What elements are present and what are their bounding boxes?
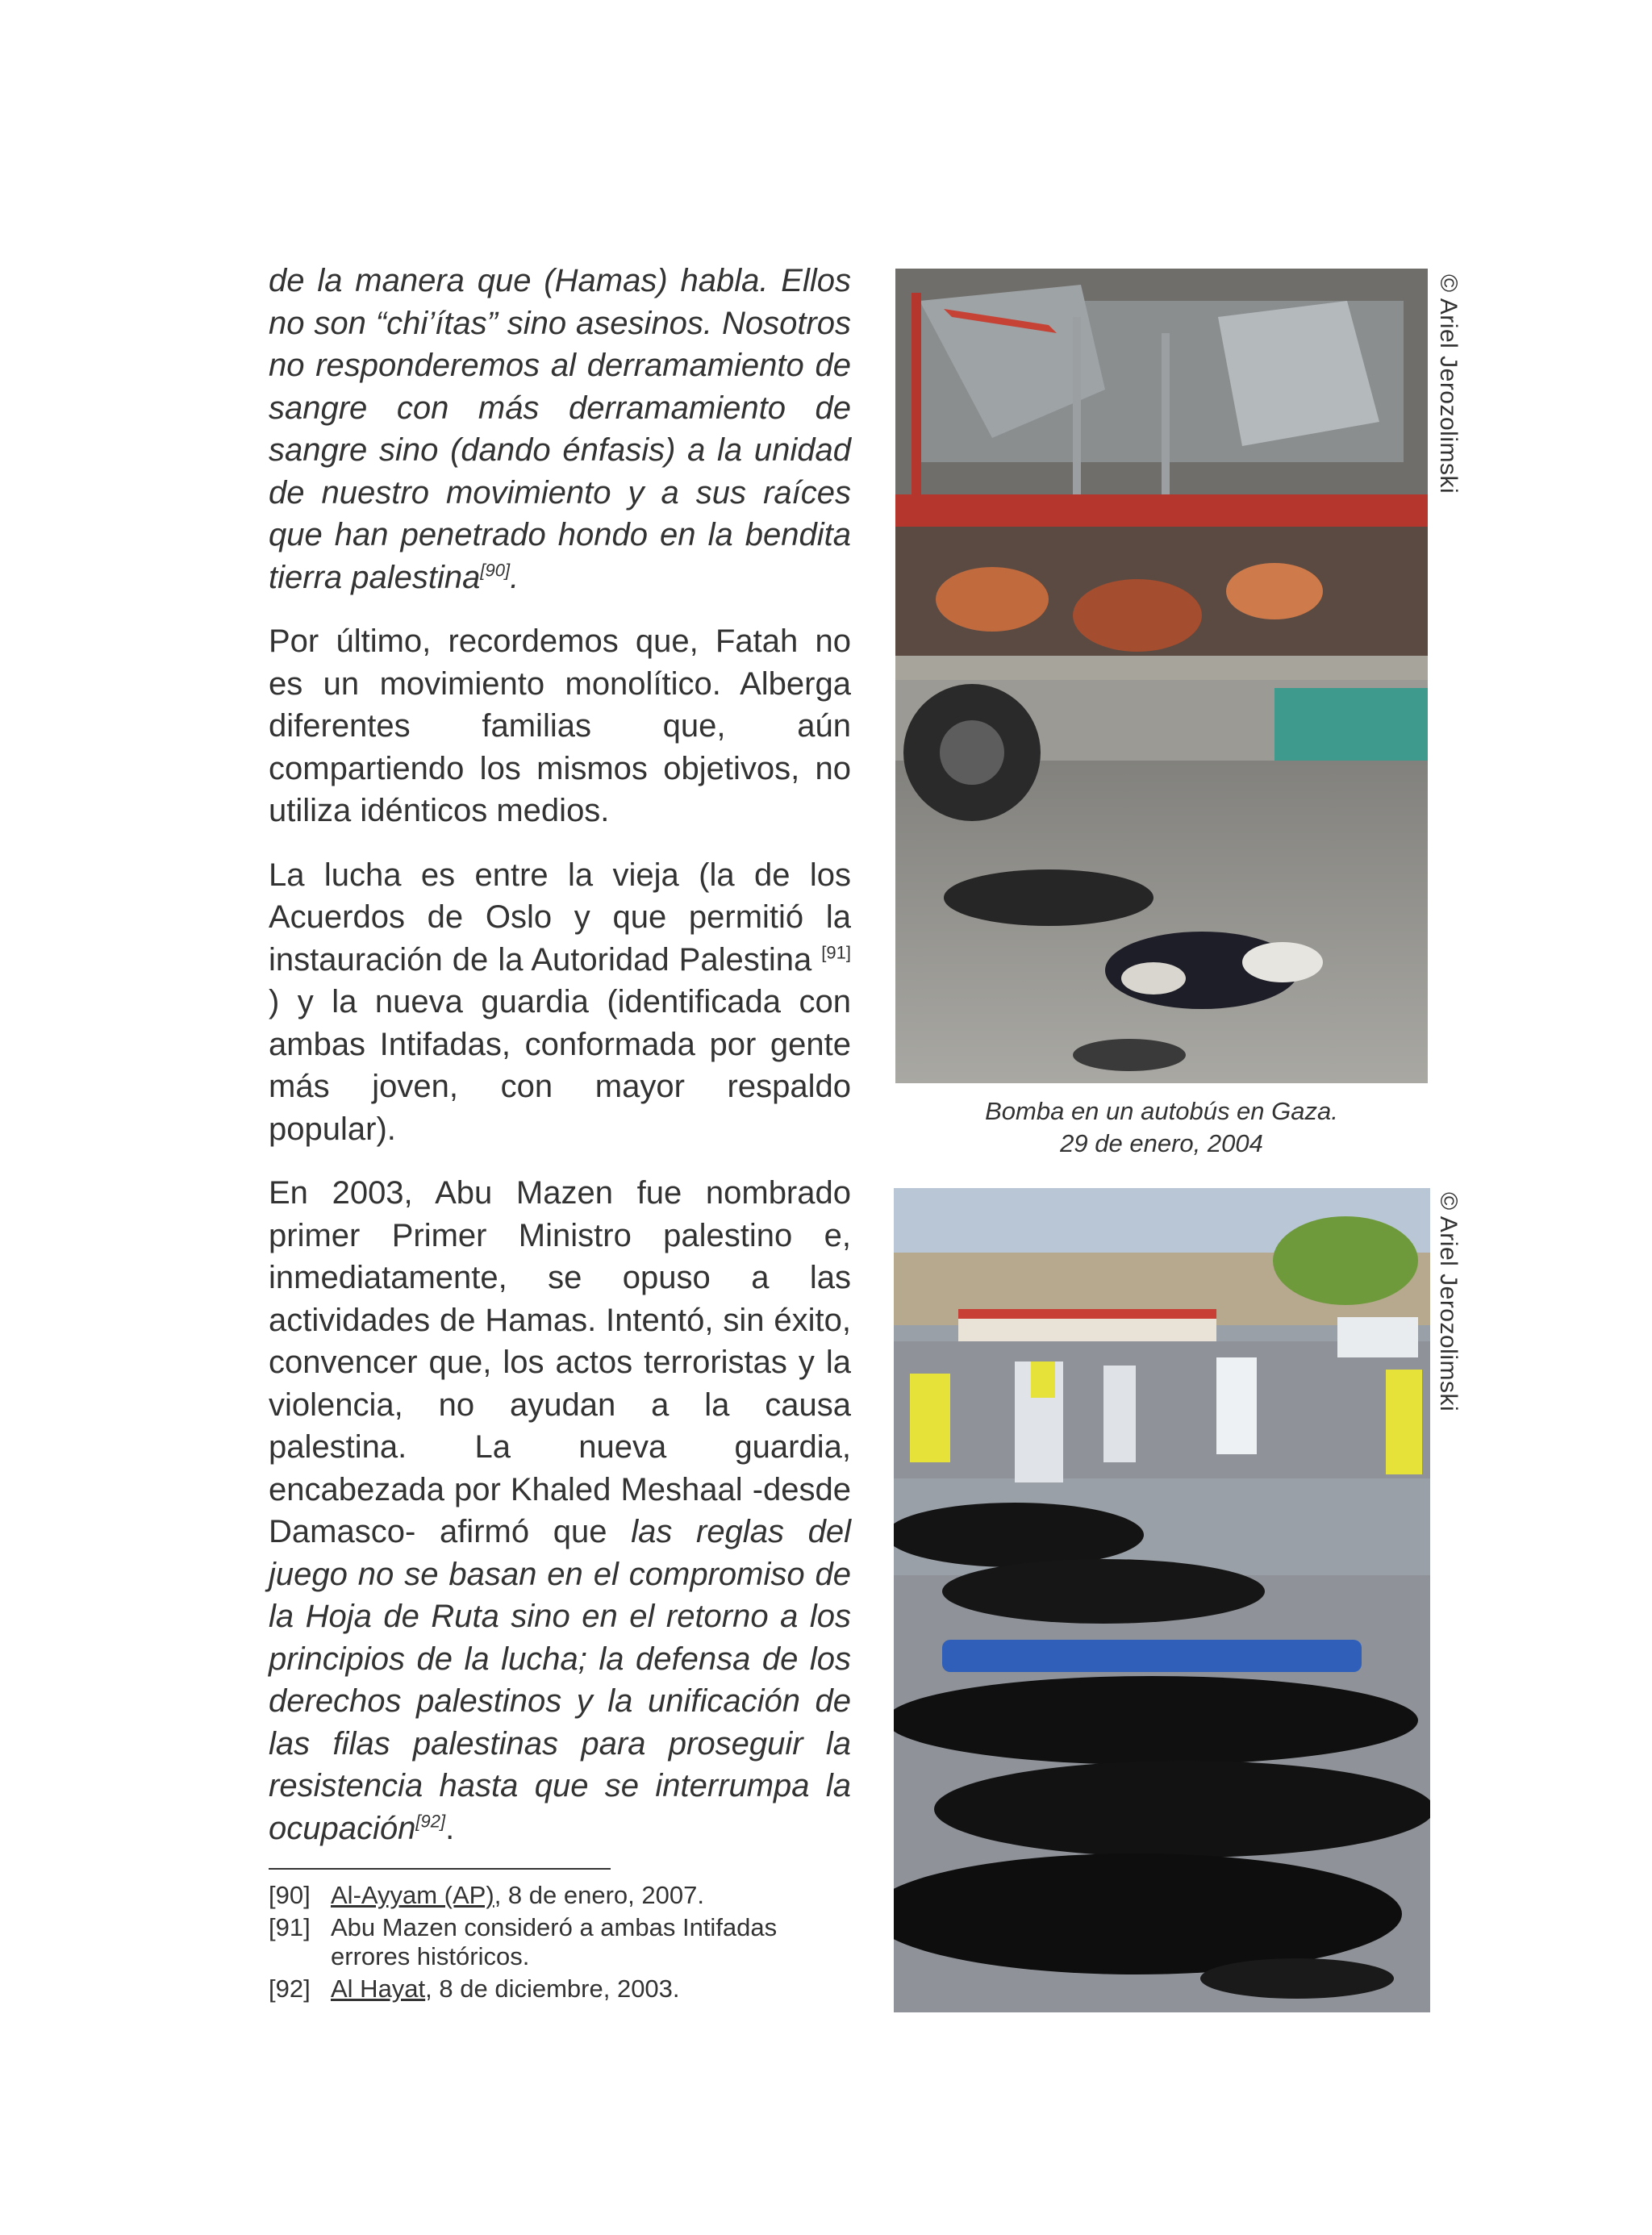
source-link[interactable]: Al-Ayyam (AP) — [331, 1881, 494, 1909]
footnote-ref-91[interactable]: [91] — [821, 942, 851, 963]
footnote-90: [90] Al-Ayyam (AP), 8 de enero, 2007. — [269, 1881, 704, 1909]
photo-caption: Bomba en un autobús en Gaza. 29 de enero, 2004 — [985, 1097, 1338, 1157]
aftermath-image — [894, 1188, 1430, 2012]
footnote-92: [92] Al Hayat, 8 de diciembre, 2003. — [269, 1974, 680, 2003]
generations-paragraph: La lucha es entre la vieja (la de los Acuerdos de Oslo y que permitió la instauración de la Autoridad Palestina [91] ) y la nueva guardia (identificada con ambas Intifadas, conformada por gente más joven, con mayor respaldo popular). — [269, 857, 851, 1147]
meshaal-quote: las reglas del juego no se basan en el compromiso de la Hoja de Ruta sino en el retorno a los principios de la lucha; la defensa de los derechos palestinos y la unificación de las filas palestinas para proseguir la resistencia hasta que se interrumpa la ocupación — [269, 1514, 851, 1846]
aftermath-photo — [894, 1188, 1430, 2012]
footnote-91: [91] Abu Mazen consideró a ambas Intifadas errores históricos. — [269, 1913, 778, 1970]
photo-credit: © Ariel Jerozolimski — [1435, 274, 1462, 494]
bombed-bus-photo — [895, 269, 1428, 1083]
abu-mazen-paragraph: En 2003, Abu Mazen fue nombrado primer Primer Ministro palestino e, inmediatamente, se opuso a las actividades de Hamas. Intentó, sin éxito, convencer que, los actos terroristas y la violencia, no ayudan a la causa palestina. La nueva guardia, encabezada por Khaled Meshaal -desde Damasco- afirmó que las reglas del juego no se basan en el compromiso de la Hoja de Ruta sino en el retorno a los principios de la lucha; la defensa de los derechos palestinos y la unificación de las filas palestinas para proseguir la resistencia hasta que se interrumpa la ocupación[92]. — [269, 1175, 851, 1846]
footnote-ref-92[interactable]: [92] — [415, 1811, 446, 1832]
bombed-bus-image — [895, 269, 1428, 1083]
main-text-column — [269, 260, 851, 1871]
source-link[interactable]: Al Hayat — [331, 1974, 426, 2003]
photo-credit: © Ariel Jerozolimski — [1435, 1192, 1462, 1412]
quote-paragraph: de la manera que (Hamas) habla. Ellos no son “chi’ítas” sino asesinos. Nosotros no responderemos al derramamiento de sangre con más derramamiento de sangre sino (dando énfasis) a la unidad de nuestro movimiento y a sus raíces que han penetrado hondo en la bendita tierra palestina[90]. — [269, 263, 851, 595]
footnote-divider — [269, 1868, 611, 1870]
footnote-ref-90[interactable]: [90] — [480, 560, 511, 581]
footnotes — [269, 1881, 851, 2007]
fatah-paragraph: Por último, recordemos que, Fatah no es un movimiento monolítico. Alberga diferentes familias que, aún compartiendo los mismos objetivos, no utiliza idénticos medios. — [269, 623, 851, 828]
